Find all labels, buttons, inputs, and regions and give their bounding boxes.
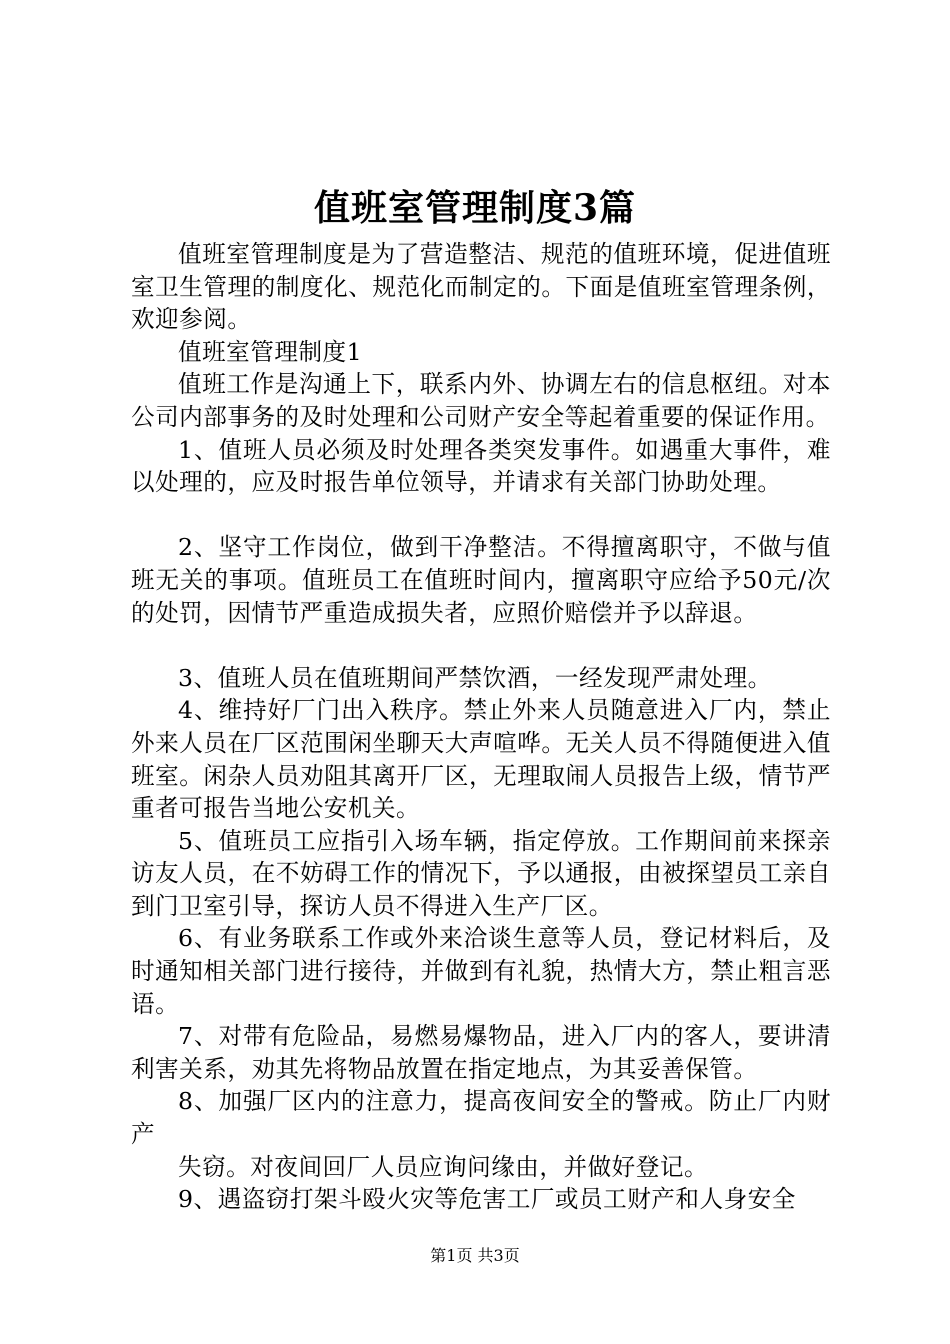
rule-item-4: 4、维持好厂门出入秩序。禁止外来人员随意进入厂内，禁止外来人员在厂区范围闲坐聊天大声喧哗。无关人员不得随便进入值班室。闲杂人员劝阻其离开厂区，无理取闹人员报告上级，情节严重者可报告当地公安机关。 (131, 696, 831, 823)
rule-item-7: 7、对带有危险品，易燃易爆物品，进入厂内的客人，要讲清利害关系，劝其先将物品放置在指定地点，为其妥善保管。 (131, 1022, 831, 1083)
rule-item-9: 9、遇盗窃打架斗殴火灾等危害工厂或员工财产和人身安全 (178, 1185, 796, 1214)
document-body (131, 238, 831, 1216)
rule-item-5: 5、值班员工应指引入场车辆，指定停放。工作期间前来探亲访友人员，在不妨碍工作的情况下，予以通报，由被探望员工亲自到门卫室引导，探访人员不得进入生产厂区。 (131, 826, 831, 920)
page-number-footer: 第1页 共3页 (430, 1246, 520, 1265)
rule-item-1: 1、值班人员必须及时处理各类突发事件。如遇重大事件，难以处理的，应及时报告单位领导，并请求有关部门协助处理。 (131, 435, 831, 497)
section-heading: 值班室管理制度1 (178, 337, 363, 366)
rule-item-2: 2、坚守工作岗位，做到干净整洁。不得擅离职守，不做与值班无关的事项。值班员工在值班时间内，擅离职守应给予50元/次的处罚，因情节严重造成损失者，应照价赔偿并予以辞退。 (131, 533, 831, 627)
rule-item-6: 6、有业务联系工作或外来洽谈生意等人员，登记材料后，及时通知相关部门进行接待，并做到有礼貌，热情大方，禁止粗言恶语。 (131, 924, 831, 1018)
intro-paragraph: 值班室管理制度是为了营造整洁、规范的值班环境，促进值班室卫生管理的制度化、规范化而制定的。下面是值班室管理条例，欢迎参阅。 (131, 240, 831, 334)
rule-item-3: 3、值班人员在值班期间严禁饮酒，一经发现严肃处理。 (178, 663, 772, 692)
rule-item-8: 8、加强厂区内的注意力，提高夜间安全的警戒。防止厂内财产 (131, 1087, 831, 1149)
rule-item-8-continued: 失窃。对夜间回厂人员应询问缘由，并做好登记。 (178, 1152, 709, 1181)
body-paragraph: 值班工作是沟通上下，联系内外、协调左右的信息枢纽。对本公司内部事务的及时处理和公司财产安全等起着重要的保证作用。 (131, 370, 831, 431)
document-title: 值班室管理制度3篇 (313, 187, 637, 229)
